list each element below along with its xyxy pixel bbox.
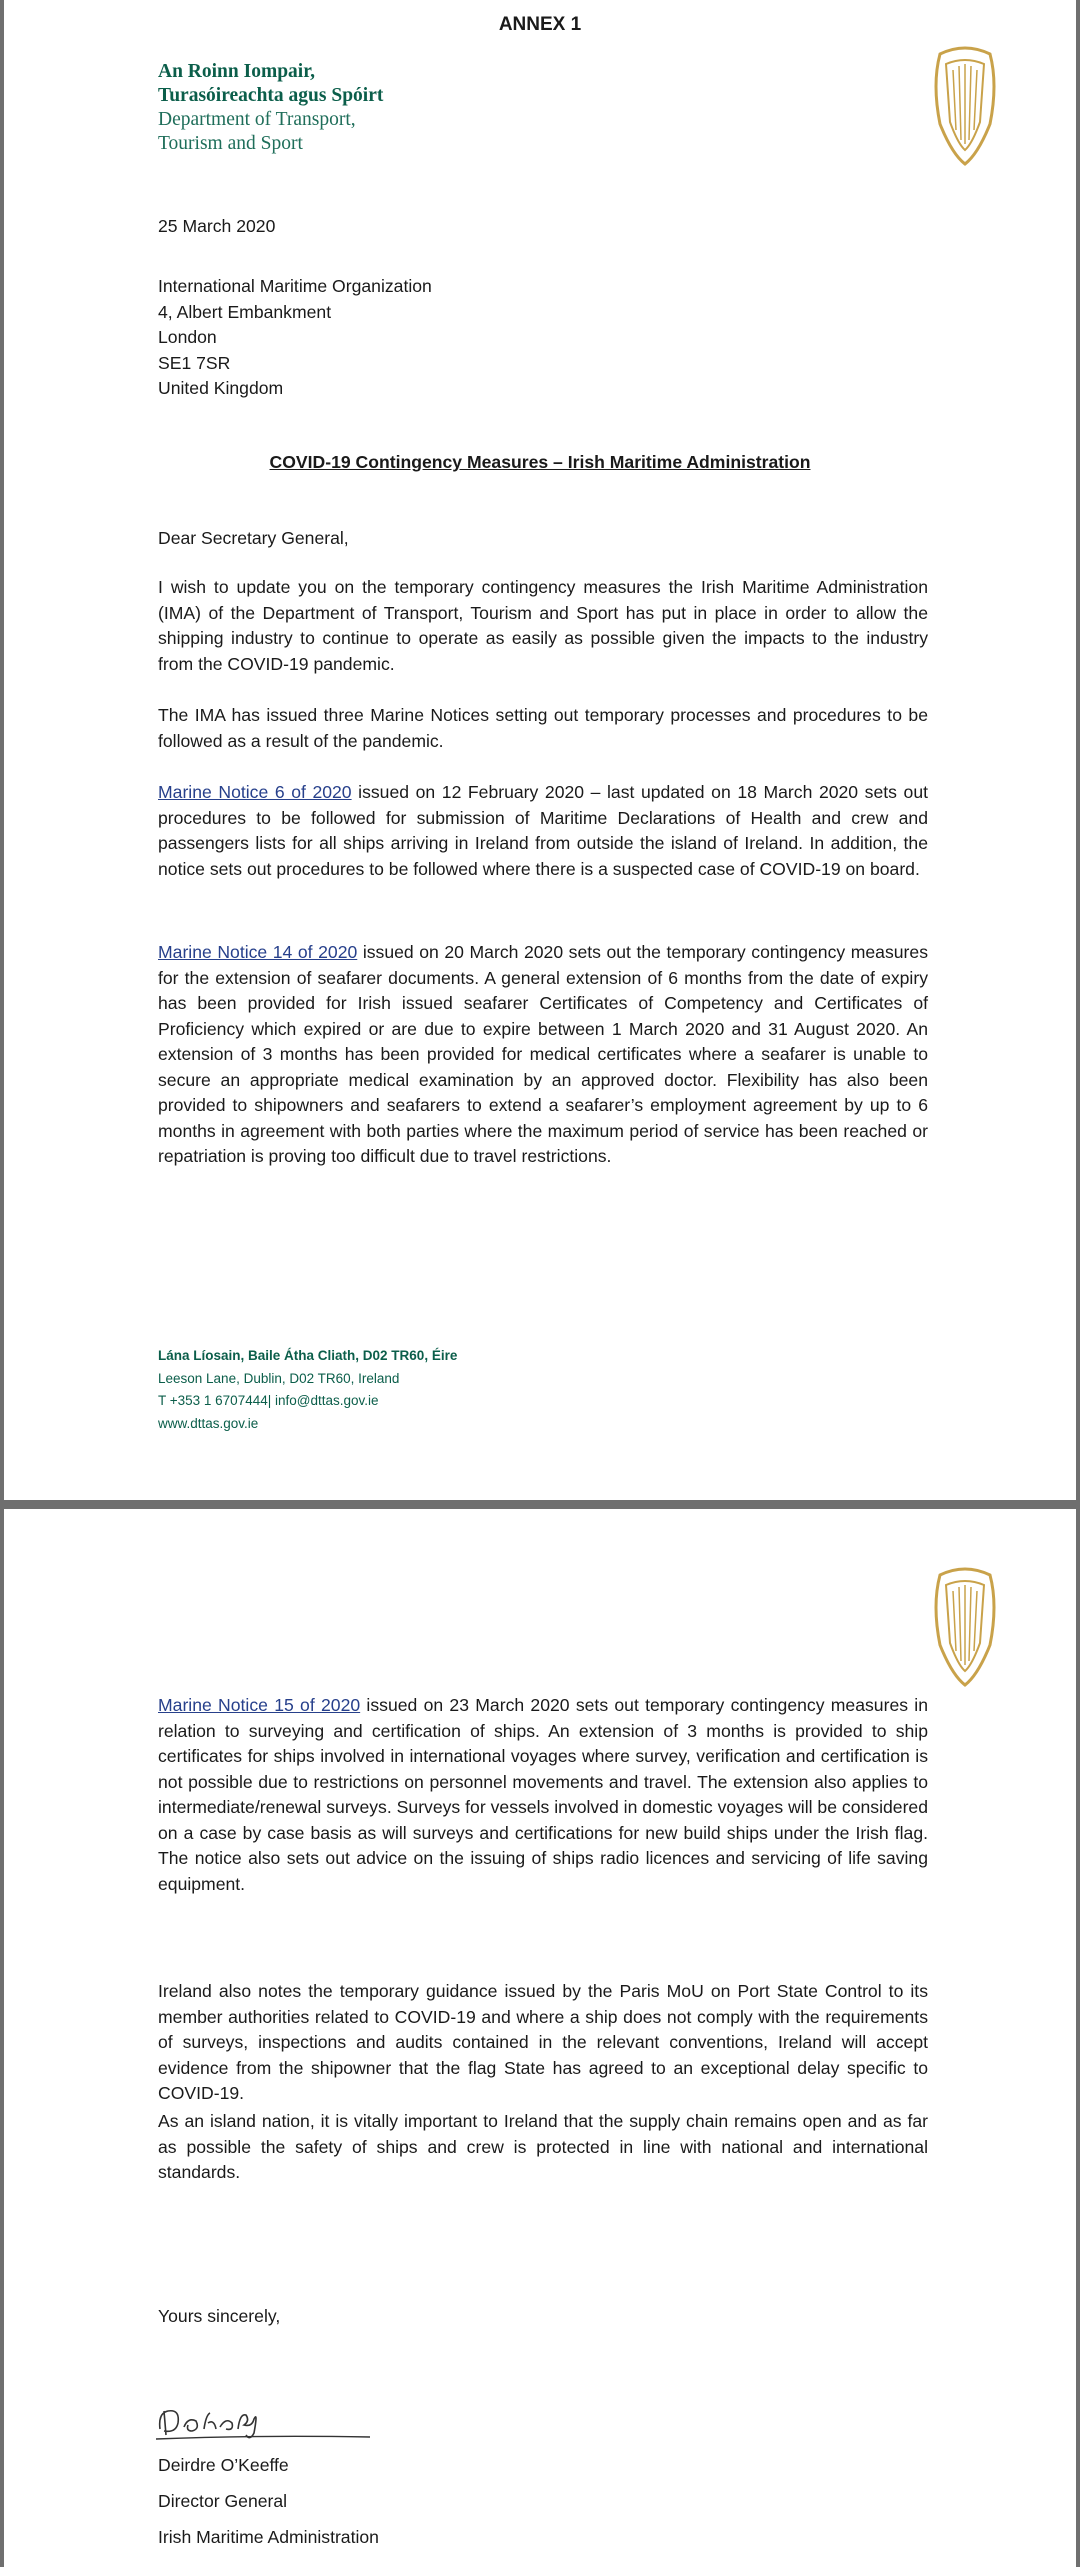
footer-english-address: Leeson Lane, Dublin, D02 TR60, Ireland [158, 1370, 400, 1386]
paragraph-notice-6 [158, 780, 928, 882]
harp-emblem-icon [928, 1565, 1002, 1689]
letter-footer [158, 1345, 457, 1435]
signature-image [154, 2399, 374, 2445]
address-line: London [158, 327, 217, 347]
notice-15-text: issued on 23 March 2020 sets out temporary contingency measures in relation to surveying and certification of ships. An extension of 3 months is provided to ship certificates for ships involved in international voyages where survey, verification and certification is not possible due to restrictions on personnel movements and travel. The extension also applies to intermediate/renewal surveys. Surveys for vessels involved in domestic voyages will be considered on a case by case basis as will surveys and certifications for new build ships under the Irish flag. The notice also sets out advice on the issuing of ships radio licences and servicing of life saving equipment. [158, 1695, 928, 1894]
paragraph-notice-15 [158, 1693, 928, 1897]
harp-emblem-icon [928, 44, 1002, 168]
signatory-organisation: Irish Maritime Administration [158, 2527, 379, 2547]
signatory-block [158, 2447, 379, 2555]
paragraph-notices-summary: The IMA has issued three Marine Notices setting out temporary processes and procedures to be followed as a result of the pandemic. [158, 705, 928, 751]
footer-website: www.dttas.gov.ie [158, 1415, 259, 1431]
marine-notice-6-link[interactable]: Marine Notice 6 of 2020 [158, 782, 352, 802]
marine-notice-15-link[interactable]: Marine Notice 15 of 2020 [158, 1695, 361, 1715]
paragraph-island-nation: As an island nation, it is vitally important to Ireland that the supply chain remains open and as far as possible the safety of ships and crew is protected in line with national and international standards. [158, 2111, 928, 2182]
department-header [158, 60, 383, 156]
recipient-address [158, 274, 432, 402]
paragraph-notice-14 [158, 940, 928, 1170]
notice-6-text: issued on 12 February 2020 – last updated on 18 March 2020 sets out procedures to be followed for submission of Maritime Declarations of Health and crew and passengers lists for all ships arriving in Ireland from outside the island of Ireland. In addition, the notice sets out procedures to be followed where there is a suspected case of COVID-19 on board. [158, 782, 928, 879]
dept-irish-line2: Turasóireachta agus Spóirt [158, 85, 384, 106]
address-line: 4, Albert Embankment [158, 301, 332, 322]
address-line: International Maritime Organization [158, 276, 432, 296]
dept-irish-line1: An Roinn Iompair, [158, 61, 315, 82]
footer-irish-address: Lána Líosain, Baile Átha Cliath, D02 TR60, Éire [158, 1348, 458, 1363]
address-line: SE1 7SR [158, 352, 231, 373]
paragraph-paris-mou: Ireland also notes the temporary guidance issued by the Paris MoU on Port State Control to its member authorities related to COVID-19 and where a ship does not comply with the requirements of surveys, inspections and audits contained in the relevant conventions, Ireland will accept evidence from the shipowner that the flag State has agreed to an exceptional delay specific to COVID-19. [158, 1981, 928, 2103]
dept-english-line2: Tourism and Sport [158, 133, 303, 154]
salutation: Dear Secretary General, [158, 528, 349, 548]
signatory-title: Director General [158, 2491, 288, 2511]
closing: Yours sincerely, [158, 2306, 281, 2326]
paragraph-intro: I wish to update you on the temporary contingency measures the Irish Maritime Administration (IMA) of the Department of Transport, Tourism and Sport has put in place in order to allow the shipping industry to continue to operate as easily as possible given the impacts to the industry from the COVID-19 pandemic. [158, 577, 928, 674]
signatory-name: Deirdre O’Keeffe [158, 2455, 289, 2475]
dept-english-line1: Department of Transport, [158, 109, 356, 130]
letter-page-2 [4, 1509, 1076, 2567]
annex-label: ANNEX 1 [498, 14, 582, 35]
letter-date: 25 March 2020 [158, 216, 276, 236]
address-line: United Kingdom [158, 378, 284, 398]
marine-notice-14-link[interactable]: Marine Notice 14 of 2020 [158, 942, 358, 962]
letter-page-1 [4, 0, 1076, 1500]
footer-contact: T +353 1 6707444| info@dttas.gov.ie [158, 1393, 379, 1408]
letter-subject: COVID-19 Contingency Measures – Irish Maritime Administration [269, 452, 811, 472]
notice-14-text: issued on 20 March 2020 sets out the temporary contingency measures for the extension of seafarer documents. A general extension of 6 months from the date of expiry has been provided for Irish issued seafarer Certificates of Competency and Certificates of Proficiency which expired or are due to expire between 1 March 2020 and 31 August 2020. An extension of 3 months has been provided for medical certificates where a seafarer is unable to secure an appropriate medical examination by an approved doctor. Flexibility has also been provided to shipowners and seafarers to extend a seafarer’s employment agreement by up to 6 months in agreement with both parties where the maximum period of service has been reached or repatriation is proving too difficult due to travel restrictions. [158, 942, 928, 1166]
